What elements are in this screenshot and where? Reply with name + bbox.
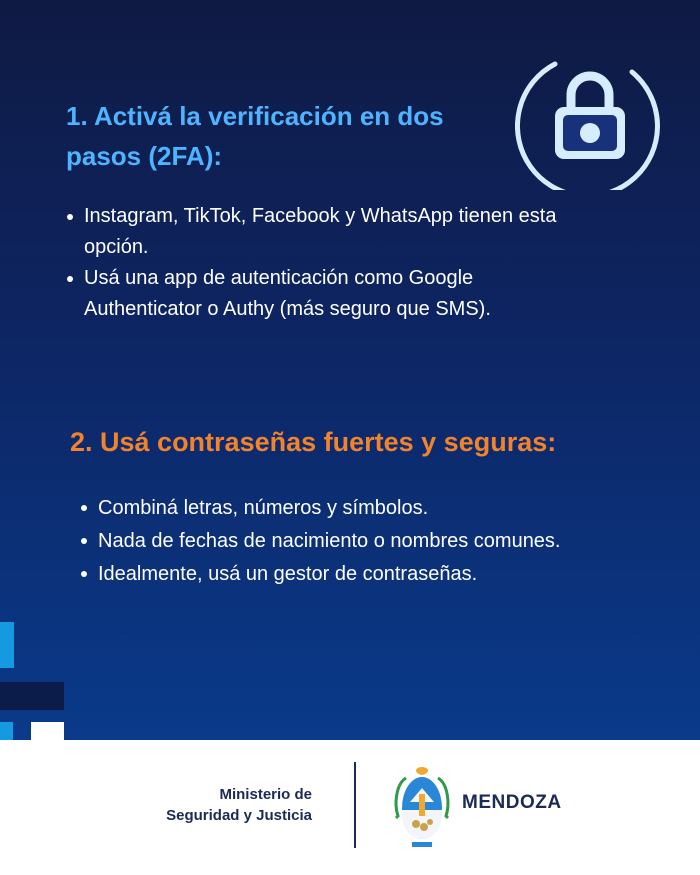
section1-bullet-list <box>84 201 564 325</box>
padlock-icon <box>515 40 665 190</box>
decorative-block-white <box>31 722 64 740</box>
decorative-block-blue <box>0 622 14 668</box>
list-item: Nada de fechas de nacimiento o nombres comunes. <box>98 525 688 558</box>
section2-bullet-list <box>98 492 688 591</box>
footer <box>0 740 700 875</box>
list-item: Idealmente, usá un gestor de contraseñas. <box>98 558 688 591</box>
list-item: Combiná letras, números y símbolos. <box>98 492 688 525</box>
decorative-block-light <box>0 722 13 740</box>
list-item: Usá una app de autenticación como Google Authenticator o Authy (más seguro que SMS). <box>84 263 564 325</box>
brand-name: MENDOZA <box>462 792 562 813</box>
ministry-line1: Ministerio de <box>219 786 312 803</box>
ministry-line2: Seguridad y Justicia <box>166 807 312 824</box>
section1-heading: 1. Activá la verificación en dos pasos (2FA): <box>66 101 444 171</box>
list-item: Instagram, TikTok, Facebook y WhatsApp tienen esta opción. <box>84 201 564 263</box>
decorative-block-navy <box>0 682 64 710</box>
footer-divider <box>354 762 356 848</box>
ministry-name <box>166 784 312 826</box>
section2-heading: 2. Usá contraseñas fuertes y seguras: <box>70 427 557 457</box>
mendoza-coat-of-arms-icon <box>392 764 452 852</box>
